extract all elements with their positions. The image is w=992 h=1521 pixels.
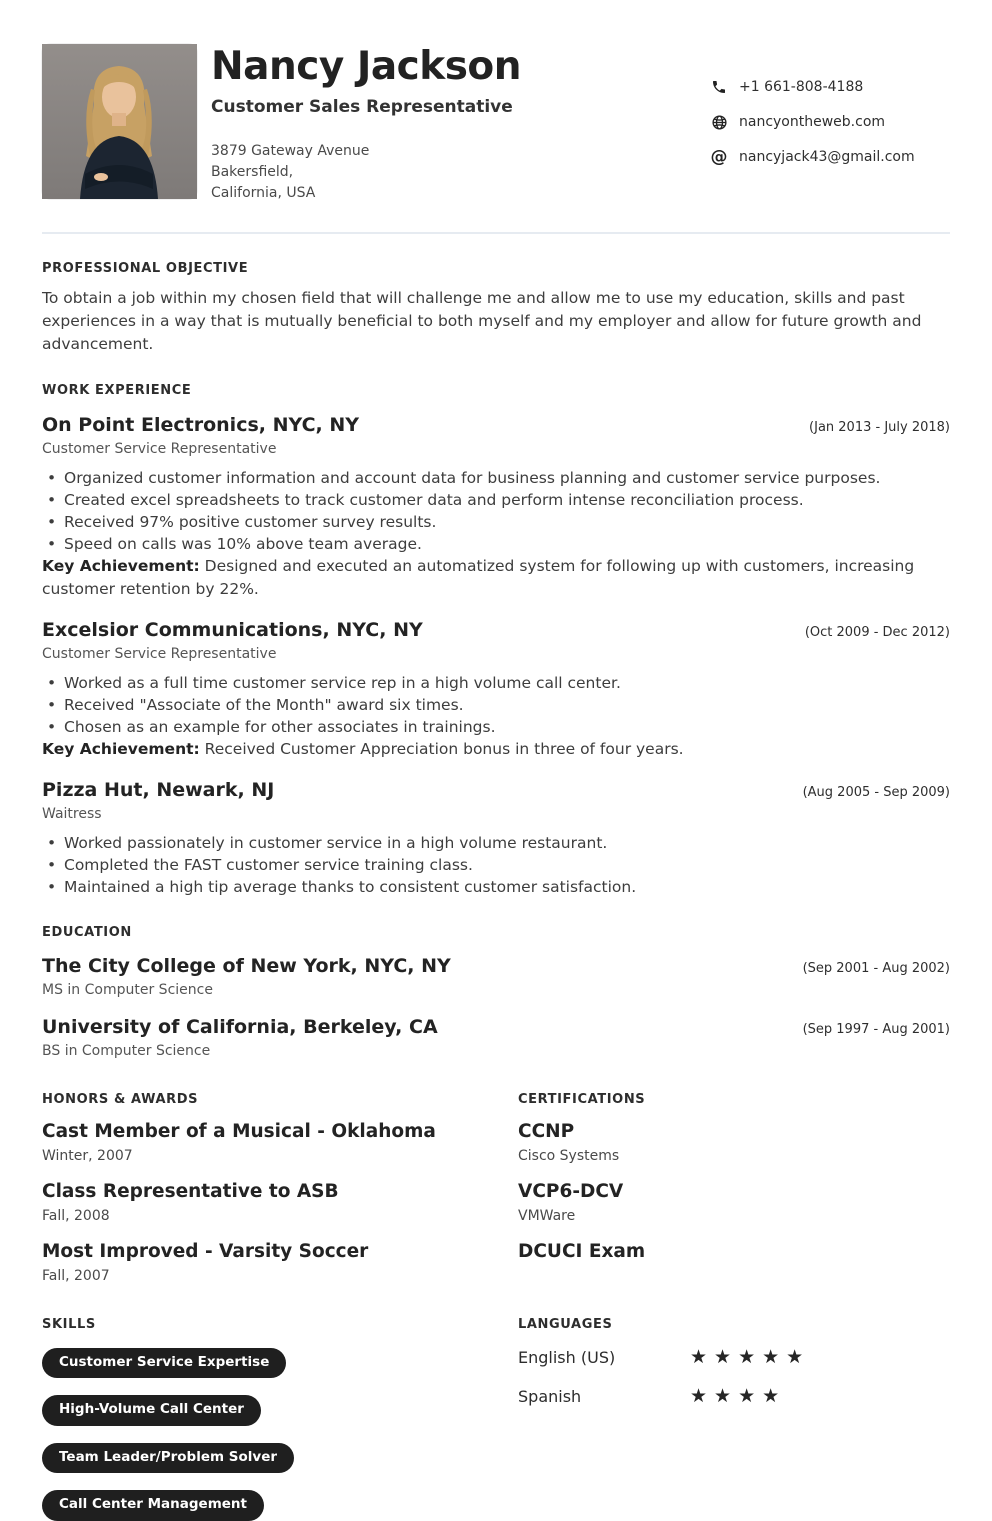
job-role: Customer Service Representative <box>42 645 277 662</box>
job-bullet: • Chosen as an example for other associates in trainings. <box>42 716 950 738</box>
contact-email <box>710 148 950 166</box>
language-name: English (US) <box>518 1347 616 1367</box>
honor-title: Cast Member of a Musical - Oklahoma <box>42 1120 436 1142</box>
key-achievement: Key Achievement: Designed and executed an automatized system for following up with customers, increasing customer retention by 22%. <box>42 556 915 598</box>
skills-languages-row <box>42 1317 950 1521</box>
skills-heading: SKILLS <box>42 1316 96 1332</box>
job-bullet: • Completed the FAST customer service training class. <box>42 854 950 876</box>
certification-title: DCUCI Exam <box>518 1240 646 1262</box>
job-bullets <box>42 832 950 898</box>
job-bullet: • Worked passionately in customer service in a high volume restaurant. <box>42 832 950 854</box>
honor-entry <box>42 1240 474 1285</box>
phone-icon <box>710 78 728 96</box>
section-objective <box>42 261 950 356</box>
job-bullet: • Received "Associate of the Month" award six times. <box>42 694 950 716</box>
work-entry <box>42 778 950 898</box>
certification-entry <box>518 1180 950 1225</box>
key-achievement: Key Achievement: Received Customer Appreciation bonus in three of four years. <box>42 739 684 758</box>
work-entry <box>42 618 950 761</box>
address <box>211 141 710 204</box>
objective-text: To obtain a job within my chosen field that will challenge me and allow me to use my education, skills and past experiences in a way that is mutually beneficial to both myself and my employer and allow for future growth and advancement. <box>42 288 922 353</box>
job-bullet: • Worked as a full time customer service rep in a high volume call center. <box>42 672 950 694</box>
profile-photo-image <box>42 44 197 199</box>
section-certifications <box>518 1092 950 1285</box>
certification-issuer: VMWare <box>518 1207 576 1224</box>
section-skills <box>42 1317 474 1521</box>
certification-issuer: Cisco Systems <box>518 1147 620 1164</box>
person-name: Nancy Jackson <box>211 44 521 89</box>
honor-title: Class Representative to ASB <box>42 1180 339 1202</box>
address-line: 3879 Gateway Avenue <box>211 142 370 159</box>
company-name: On Point Electronics, NYC, NY <box>42 413 360 436</box>
certification-entry <box>518 1120 950 1165</box>
email-address: nancyjack43@gmail.com <box>739 149 915 165</box>
honor-date: Winter, 2007 <box>42 1147 133 1164</box>
section-honors <box>42 1092 474 1285</box>
school-name: The City College of New York, NYC, NY <box>42 954 451 977</box>
contact-website <box>710 113 950 131</box>
job-bullet: • Created excel spreadsheets to track customer data and perform intense reconciliation process. <box>42 489 950 511</box>
degree: BS in Computer Science <box>42 1042 211 1059</box>
identity-block <box>211 44 710 204</box>
company-name: Pizza Hut, Newark, NJ <box>42 778 275 801</box>
job-bullet: • Received 97% positive customer survey results. <box>42 511 950 533</box>
skill-pill: Team Leader/Problem Solver <box>42 1443 294 1474</box>
profile-photo <box>42 44 197 199</box>
job-bullet: • Organized customer information and account data for business planning and customer service purposes. <box>42 467 950 489</box>
certification-title: VCP6-DCV <box>518 1180 624 1202</box>
header-divider <box>42 232 950 234</box>
objective-heading: PROFESSIONAL OBJECTIVE <box>42 260 249 276</box>
phone-number: +1 661-808-4188 <box>739 79 864 95</box>
certifications-heading: CERTIFICATIONS <box>518 1091 646 1107</box>
employment-dates: (Aug 2005 - Sep 2009) <box>802 784 950 800</box>
job-bullets <box>42 467 950 555</box>
contact-block <box>710 44 950 166</box>
language-row <box>518 1345 950 1368</box>
job-role: Customer Service Representative <box>42 440 277 457</box>
honor-date: Fall, 2008 <box>42 1207 110 1224</box>
language-rating: ★★★★★ <box>690 1345 811 1368</box>
job-bullet: • Speed on calls was 10% above team average. <box>42 533 950 555</box>
honors-heading: HONORS & AWARDS <box>42 1091 199 1107</box>
job-role: Waitress <box>42 805 102 822</box>
address-line: Bakersfield, <box>211 163 294 180</box>
honor-date: Fall, 2007 <box>42 1267 110 1284</box>
education-entry <box>42 1015 950 1060</box>
work-entry <box>42 413 950 601</box>
honors-certifications-row <box>42 1092 950 1285</box>
certification-entry <box>518 1240 950 1272</box>
at-icon: @ <box>710 146 728 167</box>
skill-pills <box>42 1348 474 1521</box>
website-url: nancyontheweb.com <box>739 114 886 130</box>
skill-pill: Call Center Management <box>42 1490 264 1521</box>
language-rating: ★★★★ <box>690 1384 787 1407</box>
certification-title: CCNP <box>518 1120 575 1142</box>
company-name: Excelsior Communications, NYC, NY <box>42 618 423 641</box>
section-education <box>42 925 950 1060</box>
header <box>42 44 950 204</box>
section-work-experience <box>42 383 950 898</box>
skill-pill: High-Volume Call Center <box>42 1395 261 1426</box>
school-name: University of California, Berkeley, CA <box>42 1015 438 1038</box>
address-line: California, USA <box>211 184 316 201</box>
globe-icon <box>710 113 728 131</box>
education-dates: (Sep 1997 - Aug 2001) <box>802 1021 950 1037</box>
certification-issuer <box>518 1267 950 1272</box>
person-title: Customer Sales Representative <box>211 96 513 117</box>
employment-dates: (Jan 2013 - July 2018) <box>809 419 950 435</box>
job-bullets <box>42 672 950 738</box>
education-dates: (Sep 2001 - Aug 2002) <box>802 960 950 976</box>
honor-entry <box>42 1180 474 1225</box>
language-row <box>518 1384 950 1407</box>
education-heading: EDUCATION <box>42 924 132 940</box>
employment-dates: (Oct 2009 - Dec 2012) <box>804 624 950 640</box>
job-bullet: • Maintained a high tip average thanks to consistent customer satisfaction. <box>42 876 950 898</box>
honor-title: Most Improved - Varsity Soccer <box>42 1240 369 1262</box>
languages-heading: LANGUAGES <box>518 1316 613 1332</box>
skill-pill: Customer Service Expertise <box>42 1348 286 1379</box>
contact-phone <box>710 78 950 96</box>
honor-entry <box>42 1120 474 1165</box>
work-heading: WORK EXPERIENCE <box>42 382 192 398</box>
degree: MS in Computer Science <box>42 981 213 998</box>
education-entry <box>42 954 950 999</box>
language-name: Spanish <box>518 1386 582 1406</box>
section-languages <box>518 1317 950 1521</box>
